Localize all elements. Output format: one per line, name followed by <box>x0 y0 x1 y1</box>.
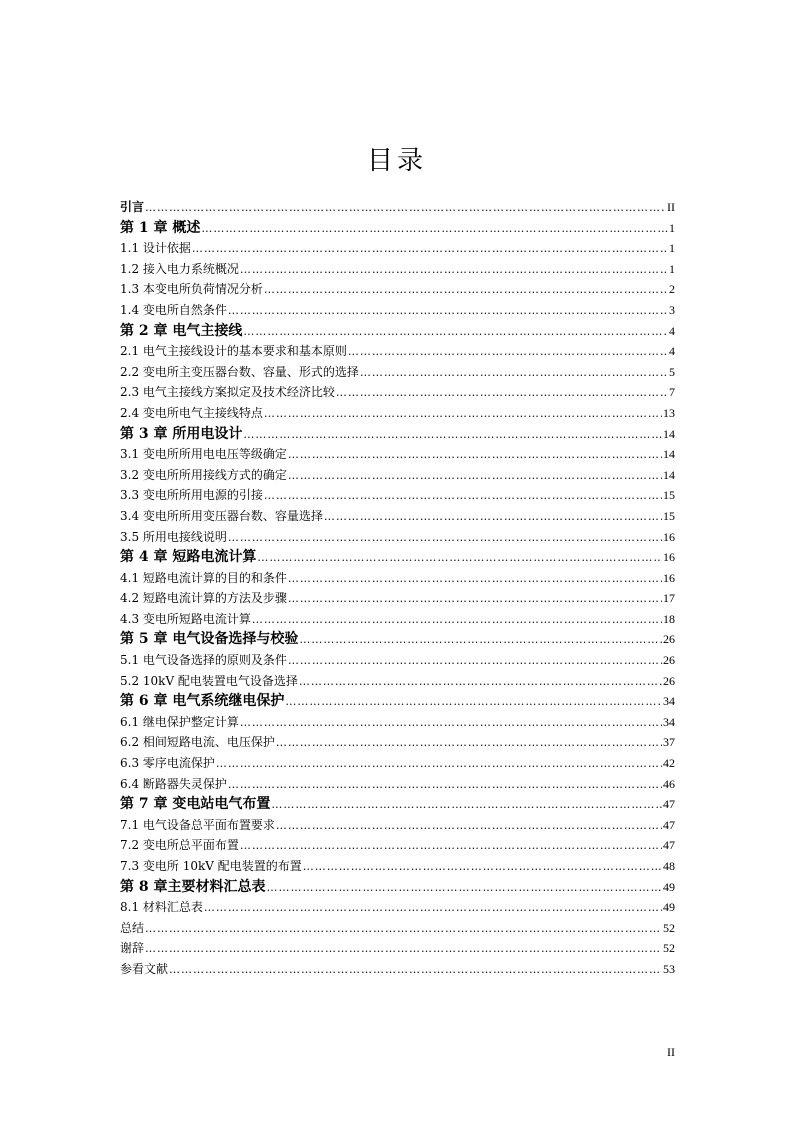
toc-entry[interactable] <box>120 897 675 918</box>
toc-dot-leader <box>299 672 662 693</box>
toc-entry-title: 5.1 电气设备选择的原则及条件 <box>120 653 287 668</box>
toc-entry[interactable] <box>120 259 675 280</box>
toc-entry-page: 16 <box>663 529 675 544</box>
toc-chapter-entry[interactable] <box>120 547 675 568</box>
toc-entry-page: 2 <box>669 282 675 297</box>
toc-entry-title: 3.5 所用电接线说明 <box>120 529 227 544</box>
toc-dot-leader <box>216 754 662 775</box>
toc-dot-leader <box>264 486 662 507</box>
toc-dot-leader <box>240 260 668 281</box>
toc-entry-page: 26 <box>663 673 675 688</box>
toc-entry-page: 42 <box>663 756 675 771</box>
toc-dot-leader <box>145 939 662 960</box>
toc-entry-title: 6.2 相间短路电流、电压保护 <box>120 735 275 750</box>
toc-entry-page: 53 <box>663 961 675 976</box>
toc-entry[interactable] <box>120 485 675 506</box>
toc-entry[interactable] <box>120 197 675 218</box>
toc-entry[interactable] <box>120 712 675 733</box>
toc-entry-page: 15 <box>663 508 675 523</box>
toc-dot-leader <box>240 713 662 734</box>
toc-entry-title: 6.4 断路器失灵保护 <box>120 776 227 791</box>
toc-entry[interactable] <box>120 382 675 403</box>
toc-entry-page: 47 <box>663 838 675 853</box>
toc-entry-page: 26 <box>663 632 675 647</box>
toc-entry-title: 1.4 变电所自然条件 <box>120 302 227 317</box>
toc-entry-title: 3.2 变电所所用接线方式的确定 <box>120 467 287 482</box>
toc-entry-page: 52 <box>663 941 675 956</box>
toc-dot-leader <box>145 198 666 219</box>
toc-entry[interactable] <box>120 650 675 671</box>
toc-entry-title: 第 1 章 概述 <box>120 219 201 236</box>
toc-entry-page: 14 <box>663 426 675 441</box>
toc-entry[interactable] <box>120 815 675 836</box>
toc-entry-page: 34 <box>663 694 675 709</box>
toc-dot-leader <box>288 651 662 672</box>
toc-entry[interactable] <box>120 341 675 362</box>
toc-dot-leader <box>252 610 662 631</box>
toc-entry-page: 15 <box>663 488 675 503</box>
toc-entry[interactable] <box>120 959 675 980</box>
table-of-contents <box>120 197 675 980</box>
toc-dot-leader <box>288 445 662 466</box>
toc-dot-leader <box>276 816 662 837</box>
toc-entry-title: 3.4 变电所所用变压器台数、容量选择 <box>120 508 323 523</box>
toc-entry-title: 6.3 零序电流保护 <box>120 756 215 771</box>
toc-entry-title: 总结 <box>120 920 145 935</box>
toc-entry-title: 第 2 章 电气主接线 <box>120 322 243 339</box>
toc-entry[interactable] <box>120 732 675 753</box>
toc-entry-page: 46 <box>663 776 675 791</box>
toc-entry-page: 16 <box>663 570 675 585</box>
toc-entry-title: 1.2 接入电力系统概况 <box>120 261 239 276</box>
toc-entry-page: 14 <box>663 467 675 482</box>
toc-entry-page: 47 <box>663 797 675 812</box>
toc-entry-page: 13 <box>663 405 675 420</box>
toc-entry-title: 第 6 章 电气系统继电保护 <box>120 693 285 710</box>
toc-dot-leader <box>288 589 662 610</box>
toc-entry[interactable] <box>120 753 675 774</box>
toc-entry-page: 5 <box>669 364 675 379</box>
toc-dot-leader <box>267 878 663 899</box>
toc-entry[interactable] <box>120 465 675 486</box>
toc-entry-page: 34 <box>663 714 675 729</box>
toc-entry-page: 4 <box>669 344 675 359</box>
toc-entry[interactable] <box>120 527 675 548</box>
toc-entry-page: 1 <box>669 220 675 235</box>
toc-entry-page: 47 <box>663 817 675 832</box>
toc-entry[interactable] <box>120 856 675 877</box>
toc-entry-page: 26 <box>663 653 675 668</box>
toc-dot-leader <box>145 919 662 940</box>
toc-entry-title: 引言 <box>120 200 145 214</box>
toc-entry[interactable] <box>120 671 675 692</box>
toc-dot-leader <box>285 692 662 713</box>
toc-entry[interactable] <box>120 835 675 856</box>
toc-entry-title: 第 4 章 短路电流计算 <box>120 549 257 566</box>
toc-dot-leader <box>303 857 662 878</box>
toc-entry-title: 3.3 变电所所用电源的引接 <box>120 488 263 503</box>
toc-dot-leader <box>243 425 662 446</box>
page-number: II <box>667 1045 675 1059</box>
toc-entry[interactable] <box>120 238 675 259</box>
toc-entry-page: 18 <box>663 611 675 626</box>
toc-entry-title: 7.1 电气设备总平面布置要求 <box>120 817 275 832</box>
toc-dot-leader <box>271 795 662 816</box>
toc-entry-title: 7.3 变电所 10kV 配电装置的布置 <box>120 859 302 873</box>
toc-dot-leader <box>299 630 662 651</box>
toc-dot-leader <box>324 507 662 528</box>
toc-dot-leader <box>201 219 668 240</box>
toc-entry-title: 第 3 章 所用电设计 <box>120 425 243 442</box>
toc-dot-leader <box>240 836 662 857</box>
toc-entry-title: 2.2 变电所主变压器台数、容量、形式的选择 <box>120 364 359 379</box>
toc-entry-title: 1.1 设计依据 <box>120 241 191 256</box>
toc-entry-page: 1 <box>669 261 675 276</box>
toc-entry-page: 16 <box>663 550 675 565</box>
toc-dot-leader <box>288 466 662 487</box>
toc-dot-leader <box>228 775 662 796</box>
toc-dot-leader <box>257 548 662 569</box>
toc-entry-page: 49 <box>663 879 675 894</box>
toc-chapter-entry[interactable] <box>120 794 675 815</box>
toc-entry-page: 17 <box>663 591 675 606</box>
toc-chapter-entry[interactable] <box>120 321 675 342</box>
toc-entry-title: 4.2 短路电流计算的方法及步骤 <box>120 591 287 606</box>
toc-entry-page: 4 <box>669 323 675 338</box>
toc-entry-title: 4.1 短路电流计算的目的和条件 <box>120 570 287 585</box>
toc-entry[interactable] <box>120 938 675 959</box>
toc-entry[interactable] <box>120 918 675 939</box>
toc-entry-title: 7.2 变电所总平面布置 <box>120 838 239 853</box>
toc-chapter-entry[interactable] <box>120 691 675 712</box>
toc-entry[interactable] <box>120 444 675 465</box>
toc-dot-leader <box>169 960 662 981</box>
toc-dot-leader <box>264 404 662 425</box>
toc-entry-title: 8.1 材料汇总表 <box>120 900 203 915</box>
toc-dot-leader <box>192 239 668 260</box>
toc-dot-leader <box>288 569 662 590</box>
toc-entry-title: 第 5 章 电气设备选择与校验 <box>120 631 299 648</box>
toc-entry-title: 1.3 本变电所负荷情况分析 <box>120 282 263 297</box>
toc-entry-title: 4.3 变电所短路电流计算 <box>120 611 251 626</box>
toc-dot-leader <box>228 528 662 549</box>
toc-entry[interactable] <box>120 362 675 383</box>
toc-entry-page: II <box>667 200 675 214</box>
toc-entry-title: 参看文献 <box>120 961 169 976</box>
toc-entry-page: 48 <box>663 859 675 873</box>
toc-chapter-entry[interactable] <box>120 424 675 445</box>
toc-entry-title: 5.2 10kV 配电装置电气设备选择 <box>120 673 298 688</box>
page-title: 目录 <box>366 146 427 176</box>
toc-chapter-entry[interactable] <box>120 629 675 650</box>
toc-entry[interactable] <box>120 403 675 424</box>
toc-entry-title: 谢辞 <box>120 941 145 956</box>
toc-entry-page: 14 <box>663 447 675 462</box>
toc-dot-leader <box>360 363 668 384</box>
toc-chapter-entry[interactable] <box>120 877 675 898</box>
toc-dot-leader <box>243 322 668 343</box>
toc-entry[interactable] <box>120 609 675 630</box>
toc-entry-title: 第 7 章 变电站电气布置 <box>120 796 271 813</box>
toc-dot-leader <box>264 280 668 301</box>
toc-entry-title: 6.1 继电保护整定计算 <box>120 714 239 729</box>
toc-dot-leader <box>276 733 662 754</box>
toc-entry-title: 3.1 变电所所用电电压等级确定 <box>120 447 287 462</box>
toc-entry-page: 3 <box>669 302 675 317</box>
toc-entry[interactable] <box>120 774 675 795</box>
toc-entry-page: 37 <box>663 735 675 750</box>
toc-entry-page: 49 <box>663 900 675 915</box>
toc-dot-leader <box>228 301 668 322</box>
toc-entry-title: 2.3 电气主接线方案拟定及技术经济比较 <box>120 385 335 400</box>
toc-entry[interactable] <box>120 588 675 609</box>
toc-entry[interactable] <box>120 279 675 300</box>
toc-entry-title: 第 8 章主要材料汇总表 <box>120 878 266 895</box>
toc-entry-page: 7 <box>669 385 675 400</box>
toc-entry-title: 2.1 电气主接线设计的基本要求和基本原则 <box>120 344 347 359</box>
toc-entry[interactable] <box>120 568 675 589</box>
toc-entry-page: 1 <box>669 241 675 256</box>
toc-dot-leader <box>348 342 668 363</box>
toc-entry[interactable] <box>120 506 675 527</box>
toc-dot-leader <box>204 898 662 919</box>
toc-entry-page: 52 <box>663 920 675 935</box>
toc-chapter-entry[interactable] <box>120 218 675 239</box>
toc-entry-title: 2.4 变电所电气主接线特点 <box>120 405 263 420</box>
toc-entry[interactable] <box>120 300 675 321</box>
toc-dot-leader <box>336 383 668 404</box>
